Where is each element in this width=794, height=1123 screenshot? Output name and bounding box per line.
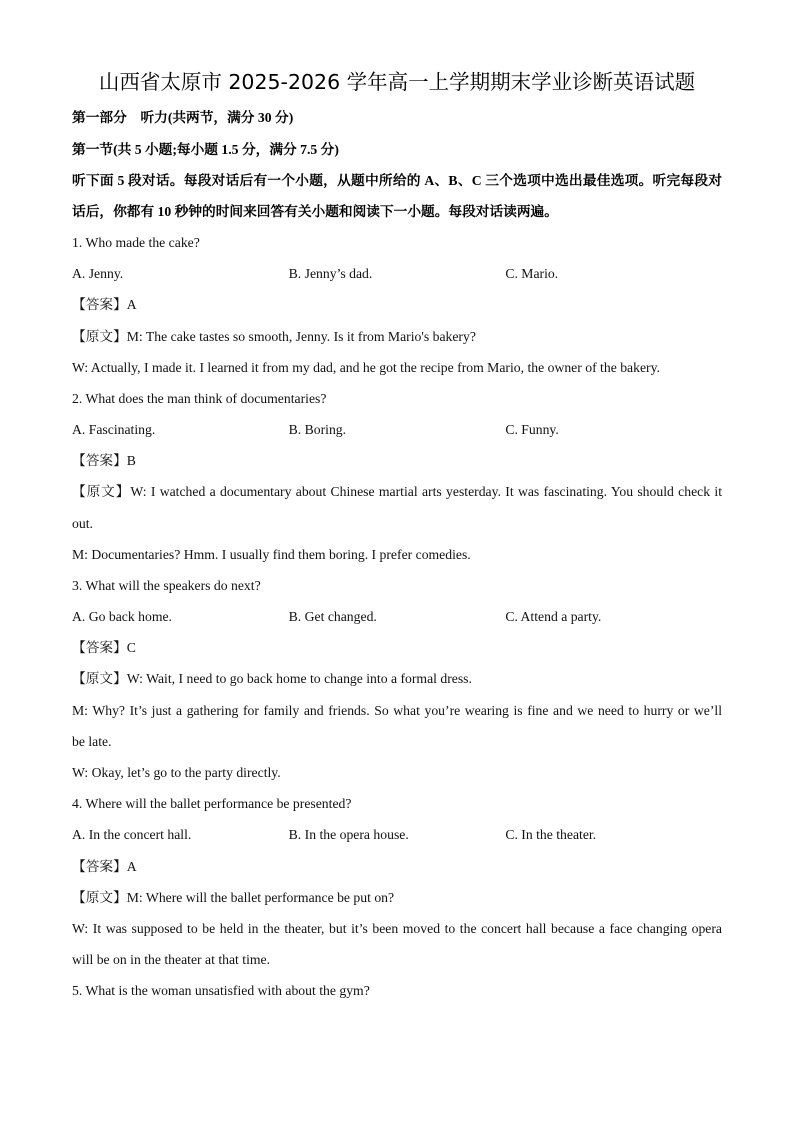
transcript-line — [72, 663, 722, 694]
transcript-label: 【原文】 — [72, 889, 127, 905]
options-row — [72, 414, 722, 445]
answer-label: 【答案】 — [72, 640, 127, 656]
document-title: 山西省太原市 2025-2026 学年高一上学期期末学业诊断英语试题 — [98, 70, 696, 94]
answer-line — [72, 632, 722, 663]
question-stem: 3. What will the speakers do next? — [72, 577, 261, 593]
answer-value: A — [126, 297, 137, 313]
options-row — [72, 819, 722, 850]
transcript-text: W: Wait, I need to go back home to change into a formal dress. — [126, 671, 472, 687]
transcript-line — [72, 352, 722, 383]
transcript-line — [72, 321, 722, 352]
answer-label: 【答案】 — [72, 453, 127, 469]
option-b: B. Get changed. — [288, 609, 377, 625]
transcript-text: M: Documentaries? Hmm. I usually find them boring. I prefer comedies. — [72, 546, 471, 562]
option-a: A. Go back home. — [72, 609, 172, 625]
option-b: B. Boring. — [288, 422, 347, 438]
transcript-text: W: Okay, let’s go to the party directly. — [72, 765, 281, 780]
transcript-text: be late. — [72, 733, 112, 749]
section-heading: 第一节(共 5 小题;每小题 1.5 分，满分 7.5 分) — [72, 141, 339, 157]
transcript-line — [72, 539, 722, 570]
transcript-line — [72, 508, 722, 539]
transcript-line — [72, 757, 722, 788]
transcript-line — [72, 726, 722, 757]
answer-label: 【答案】 — [72, 297, 127, 313]
option-a: A. In the concert hall. — [72, 827, 192, 843]
transcript-label: 【原文】 — [72, 671, 127, 687]
part-heading: 第一部分 听力(共两节，满分 30 分) — [72, 110, 294, 126]
option-c: C. In the theater. — [505, 827, 597, 843]
transcript-text: W: It was supposed to be held in the theater, but it’s been moved to the concert hall because a face changing opera — [72, 920, 722, 936]
instructions-line: 听下面 5 段对话。每段对话后有一个小题，从题中所给的 A、B、C 三个选项中选出最佳选项。听完每段对 — [72, 172, 722, 188]
transcript-line — [72, 913, 722, 944]
transcript-label: 【原文】 — [72, 328, 127, 344]
transcript-text: out. — [72, 515, 93, 531]
transcript-label: 【原文】 — [72, 484, 131, 500]
question-stem: 4. Where will the ballet performance be presented? — [72, 796, 352, 812]
transcript-text: M: Why? It’s just a gathering for family and friends. So what you’re wearing is fine and we need to hurry or we’ll — [72, 702, 722, 718]
option-c: C. Funny. — [505, 422, 559, 438]
question-stem: 5. What is the woman unsatisfied with about the gym? — [72, 983, 370, 999]
question-stem: 1. Who made the cake? — [72, 235, 200, 251]
answer-value: C — [126, 640, 136, 656]
transcript-text: M: The cake tastes so smooth, Jenny. Is it from Mario's bakery? — [126, 328, 476, 344]
answer-line — [72, 289, 722, 320]
option-c: C. Attend a party. — [505, 609, 602, 625]
answer-value: B — [126, 453, 136, 469]
option-b: B. In the opera house. — [288, 827, 409, 843]
question-stem: 2. What does the man think of documentaries? — [72, 390, 327, 406]
transcript-text: M: Where will the ballet performance be put on? — [126, 889, 395, 905]
answer-line — [72, 445, 722, 476]
transcript-text: will be on in the theater at that time. — [72, 952, 271, 968]
transcript-line — [72, 944, 722, 975]
answer-line — [72, 851, 722, 882]
option-b: B. Jenny’s dad. — [288, 266, 373, 282]
answer-value: A — [126, 858, 137, 874]
option-a: A. Fascinating. — [72, 422, 156, 438]
options-row — [72, 601, 722, 632]
transcript-text: W: I watched a documentary about Chinese martial arts yesterday. It was fascinating. You should check it — [130, 484, 722, 500]
option-c: C. Mario. — [505, 266, 559, 282]
option-a: A. Jenny. — [72, 266, 124, 282]
options-row — [72, 258, 722, 289]
transcript-line — [72, 695, 722, 726]
transcript-line — [72, 476, 722, 507]
answer-label: 【答案】 — [72, 858, 127, 874]
transcript-text: W: Actually, I made it. I learned it from my dad, and he got the recipe from Mario, the owner of the bakery. — [72, 359, 660, 375]
instructions-line: 话后，你都有 10 秒钟的时间来回答有关小题和阅读下一小题。每段对话读两遍。 — [72, 203, 558, 219]
content — [72, 102, 722, 1006]
transcript-line — [72, 882, 722, 913]
